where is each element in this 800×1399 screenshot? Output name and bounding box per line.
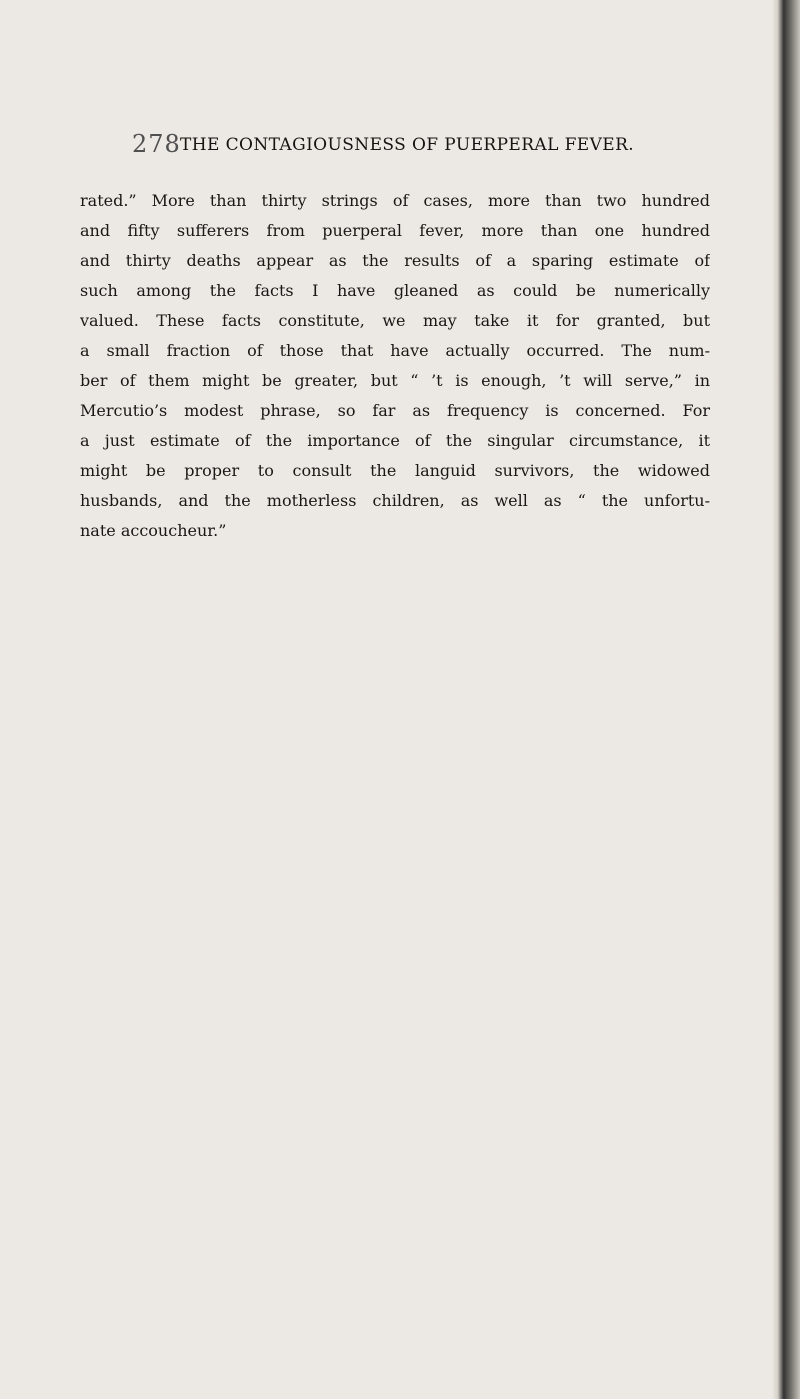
text-line: and thirty deaths appear as the results of a sparing estimate of xyxy=(80,251,710,270)
text-line: such among the facts I have gleaned as could be numerically xyxy=(80,281,710,300)
text-line: a small fraction of those that have actually occurred. The num- xyxy=(80,341,710,360)
text-line: ber of them might be greater, but “ ’t is enough, ’t will serve,” in xyxy=(80,371,710,390)
text-line: might be proper to consult the languid survivors, the widowed xyxy=(80,461,710,480)
running-head xyxy=(132,126,762,166)
text-line-last: nate accoucheur.” xyxy=(80,521,227,540)
text-line: husbands, and the motherless children, as well as “ the unfortu- xyxy=(80,491,710,510)
text-line: Mercutio’s modest phrase, so far as frequency is concerned. For xyxy=(80,401,710,420)
text-line: rated.” More than thirty strings of cases, more than two hundred xyxy=(80,191,710,210)
page-edge-shadow xyxy=(772,0,800,1399)
running-title: THE CONTAGIOUSNESS OF PUERPERAL FEVER. xyxy=(180,135,635,155)
page-number: 278 xyxy=(132,130,181,158)
text-line: valued. These facts constitute, we may take it for granted, but xyxy=(80,311,710,330)
text-line: and fifty sufferers from puerperal fever, more than one hundred xyxy=(80,221,710,240)
body-text xyxy=(80,186,710,546)
text-line: a just estimate of the importance of the singular circumstance, it xyxy=(80,431,710,450)
